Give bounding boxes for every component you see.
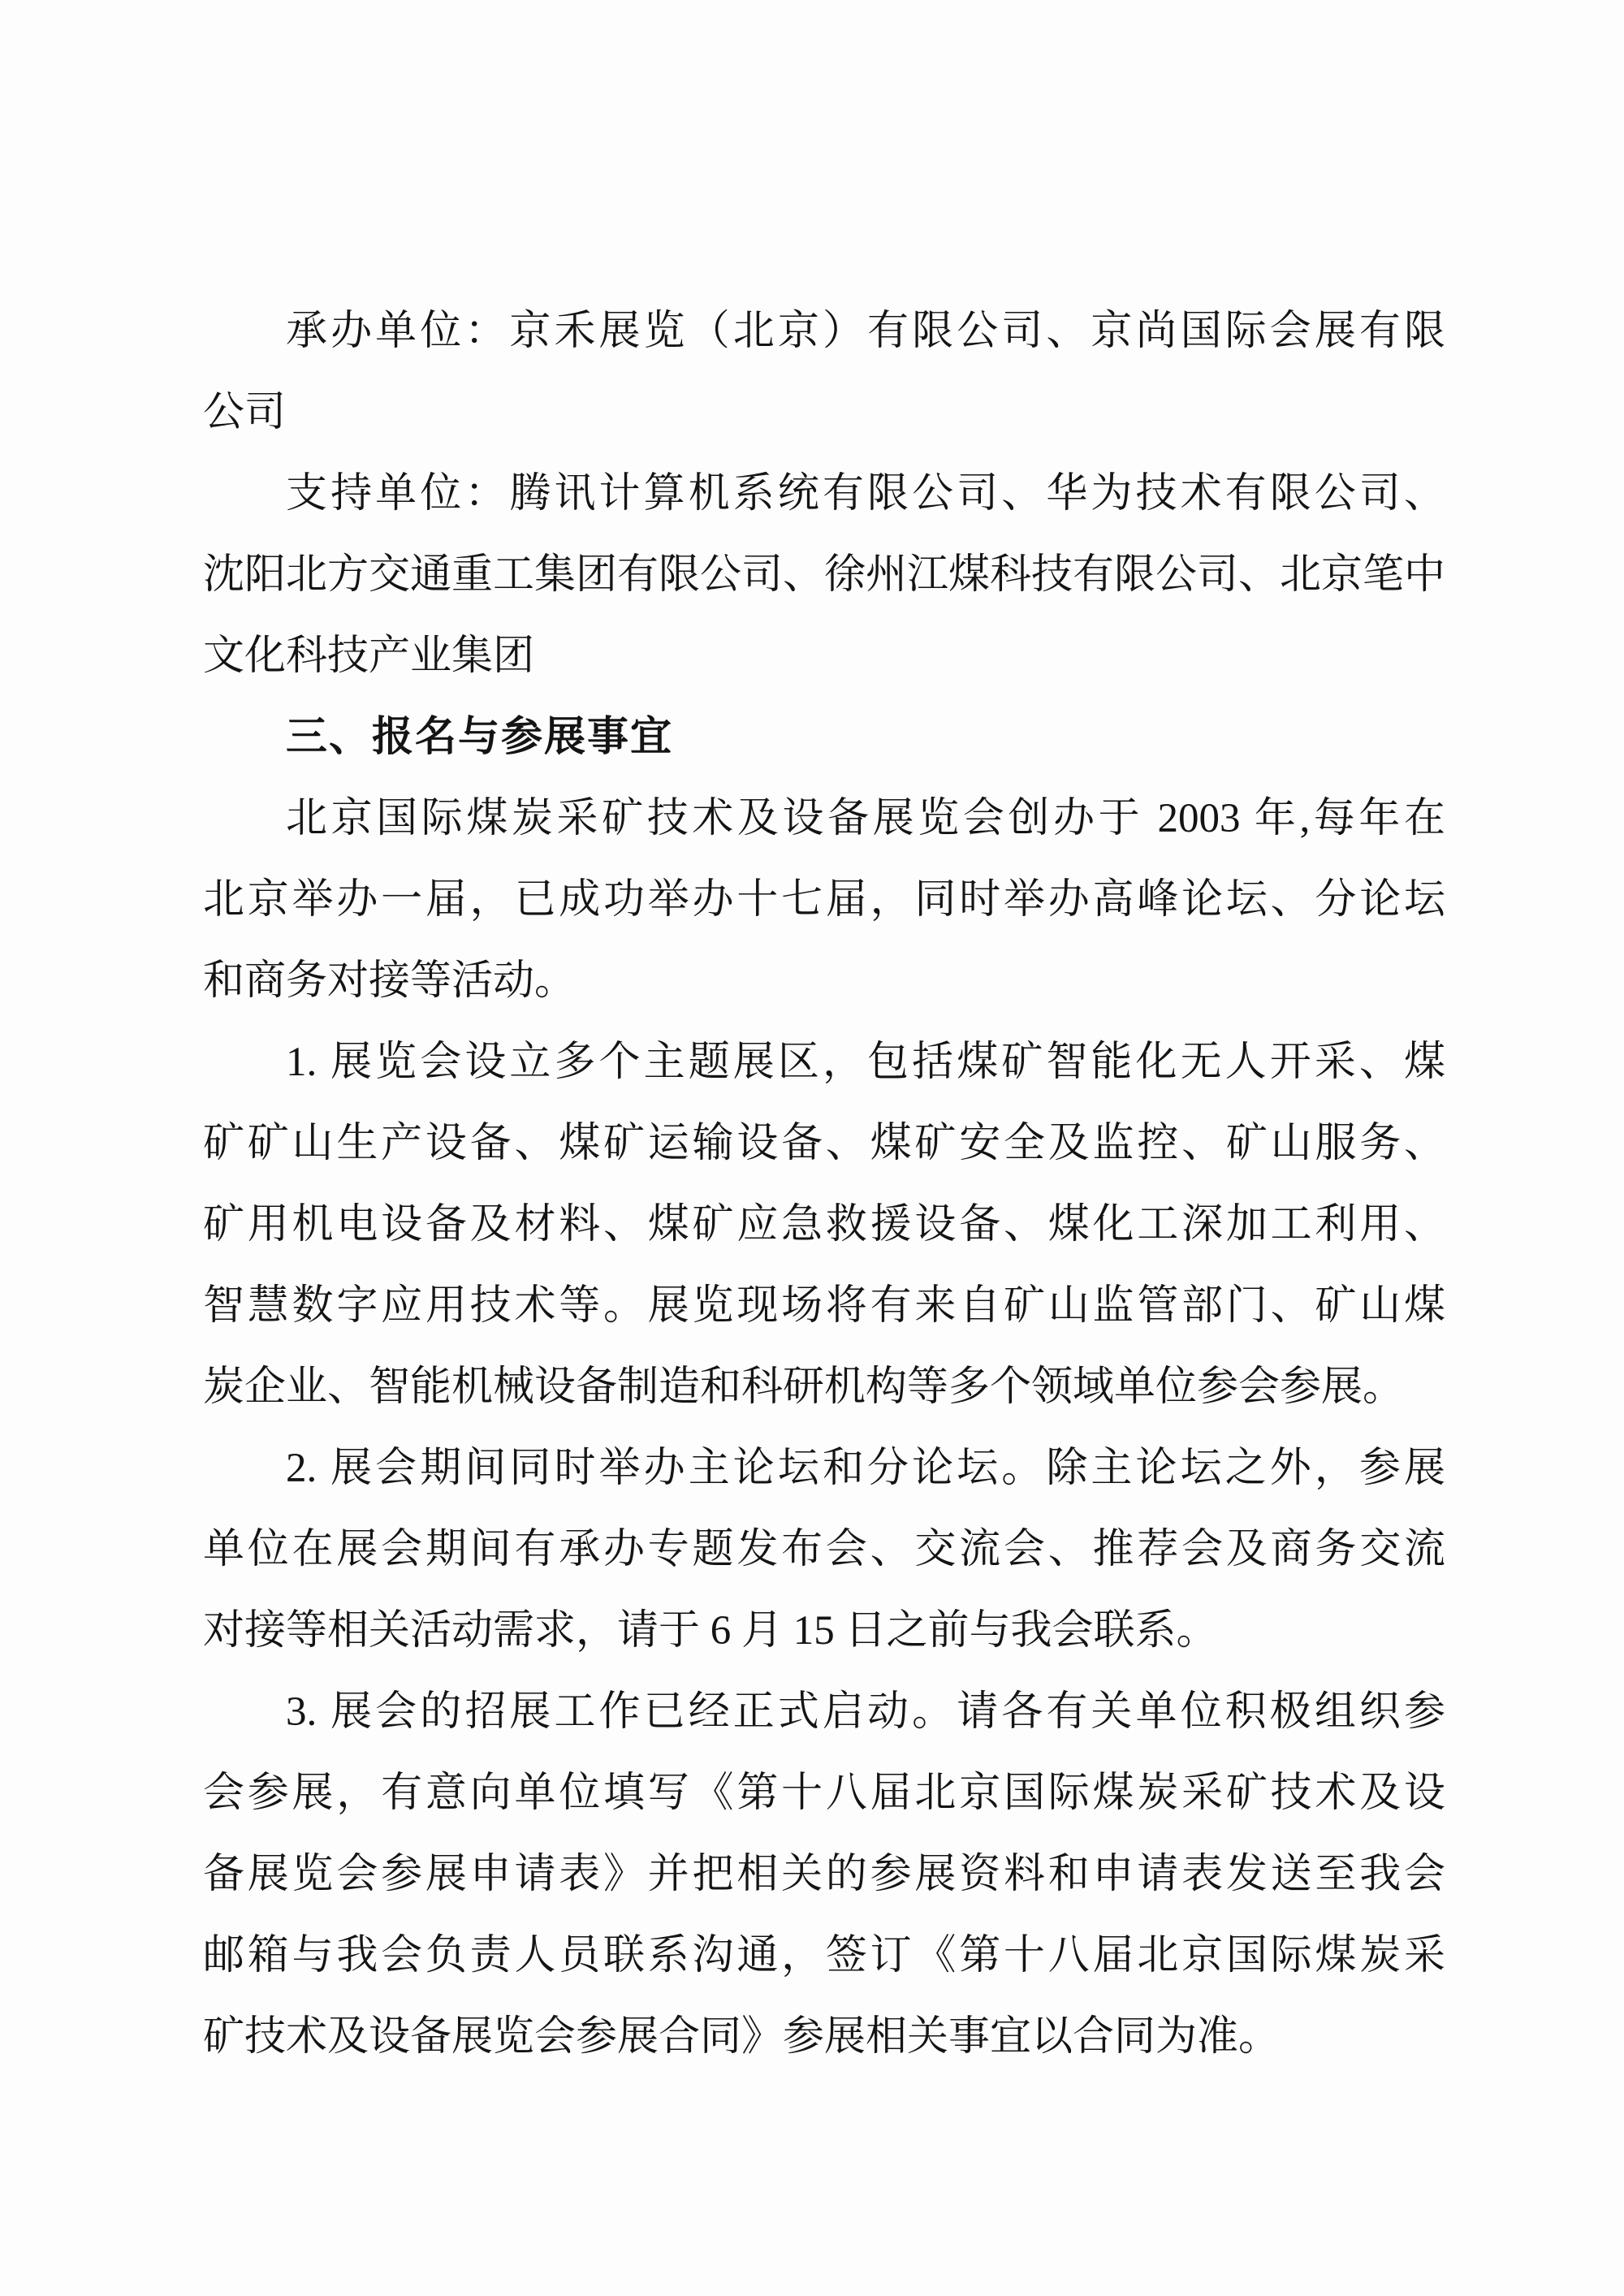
text-line: 炭企业、智能机械设备制造和科研机构等多个领域单位参会参展。 [203, 1364, 1405, 1410]
text-line: 承办单位：京禾展览（北京）有限公司、京尚国际会展有限 [286, 309, 1445, 354]
paragraph-item-1-exhibit-zones [203, 1022, 1445, 1428]
text-line: 和商务对接等活动。 [203, 958, 577, 1004]
text-line: 矿矿山生产设备、煤矿运输设备、煤矿安全及监控、矿山服务、 [203, 1121, 1445, 1166]
text-line: 文化科技产业集团 [203, 633, 535, 679]
text-line: 会参展，有意向单位填写《第十八届北京国际煤炭采矿技术及设 [203, 1771, 1445, 1816]
text-line: 公司 [203, 390, 287, 435]
section-heading: 三、报名与参展事宜 [286, 713, 674, 761]
paragraph-item-3-application [203, 1671, 1445, 2078]
document-text-block [203, 291, 1445, 2078]
text-line: 邮箱与我会负责人员联系沟通，签订《第十八届北京国际煤炭采 [203, 1933, 1445, 1978]
paragraph-exhibition-history [203, 778, 1445, 1022]
text-line: 单位在展会期间有承办专题发布会、交流会、推荐会及商务交流 [203, 1527, 1445, 1572]
text-line: 沈阳北方交通重工集团有限公司、徐州江煤科技有限公司、北京笔中 [203, 552, 1446, 598]
text-line: 1. 展览会设立多个主题展区，包括煤矿智能化无人开采、煤 [286, 1040, 1445, 1085]
text-line: 3. 展会的招展工作已经正式启动。请各有关单位积极组织参 [286, 1689, 1445, 1735]
section-heading-registration [203, 697, 1445, 778]
paragraph-organizer [203, 291, 1445, 453]
text-line: 北京举办一届，已成功举办十七届，同时举办高峰论坛、分论坛 [203, 877, 1445, 923]
text-line: 矿用机电设备及材料、煤矿应急救援设备、煤化工深加工利用、 [203, 1202, 1445, 1247]
text-line: 备展览会参展申请表》并把相关的参展资料和申请表发送至我会 [203, 1852, 1445, 1897]
paragraph-item-2-forums [203, 1428, 1445, 1671]
text-line: 北京国际煤炭采矿技术及设备展览会创办于 2003 年,每年在 [286, 796, 1445, 841]
text-line: 矿技术及设备展览会参展合同》参展相关事宜以合同为准。 [203, 2014, 1281, 2060]
text-line: 对接等相关活动需求，请于 6 月 15 日之前与我会联系。 [203, 1608, 1218, 1654]
text-line: 2. 展会期间同时举办主论坛和分论坛。除主论坛之外，参展 [286, 1446, 1445, 1491]
text-line: 智慧数字应用技术等。展览现场将有来自矿山监管部门、矿山煤 [203, 1283, 1445, 1329]
paragraph-supporters [203, 453, 1445, 697]
text-line: 支持单位：腾讯计算机系统有限公司、华为技术有限公司、 [286, 471, 1445, 517]
